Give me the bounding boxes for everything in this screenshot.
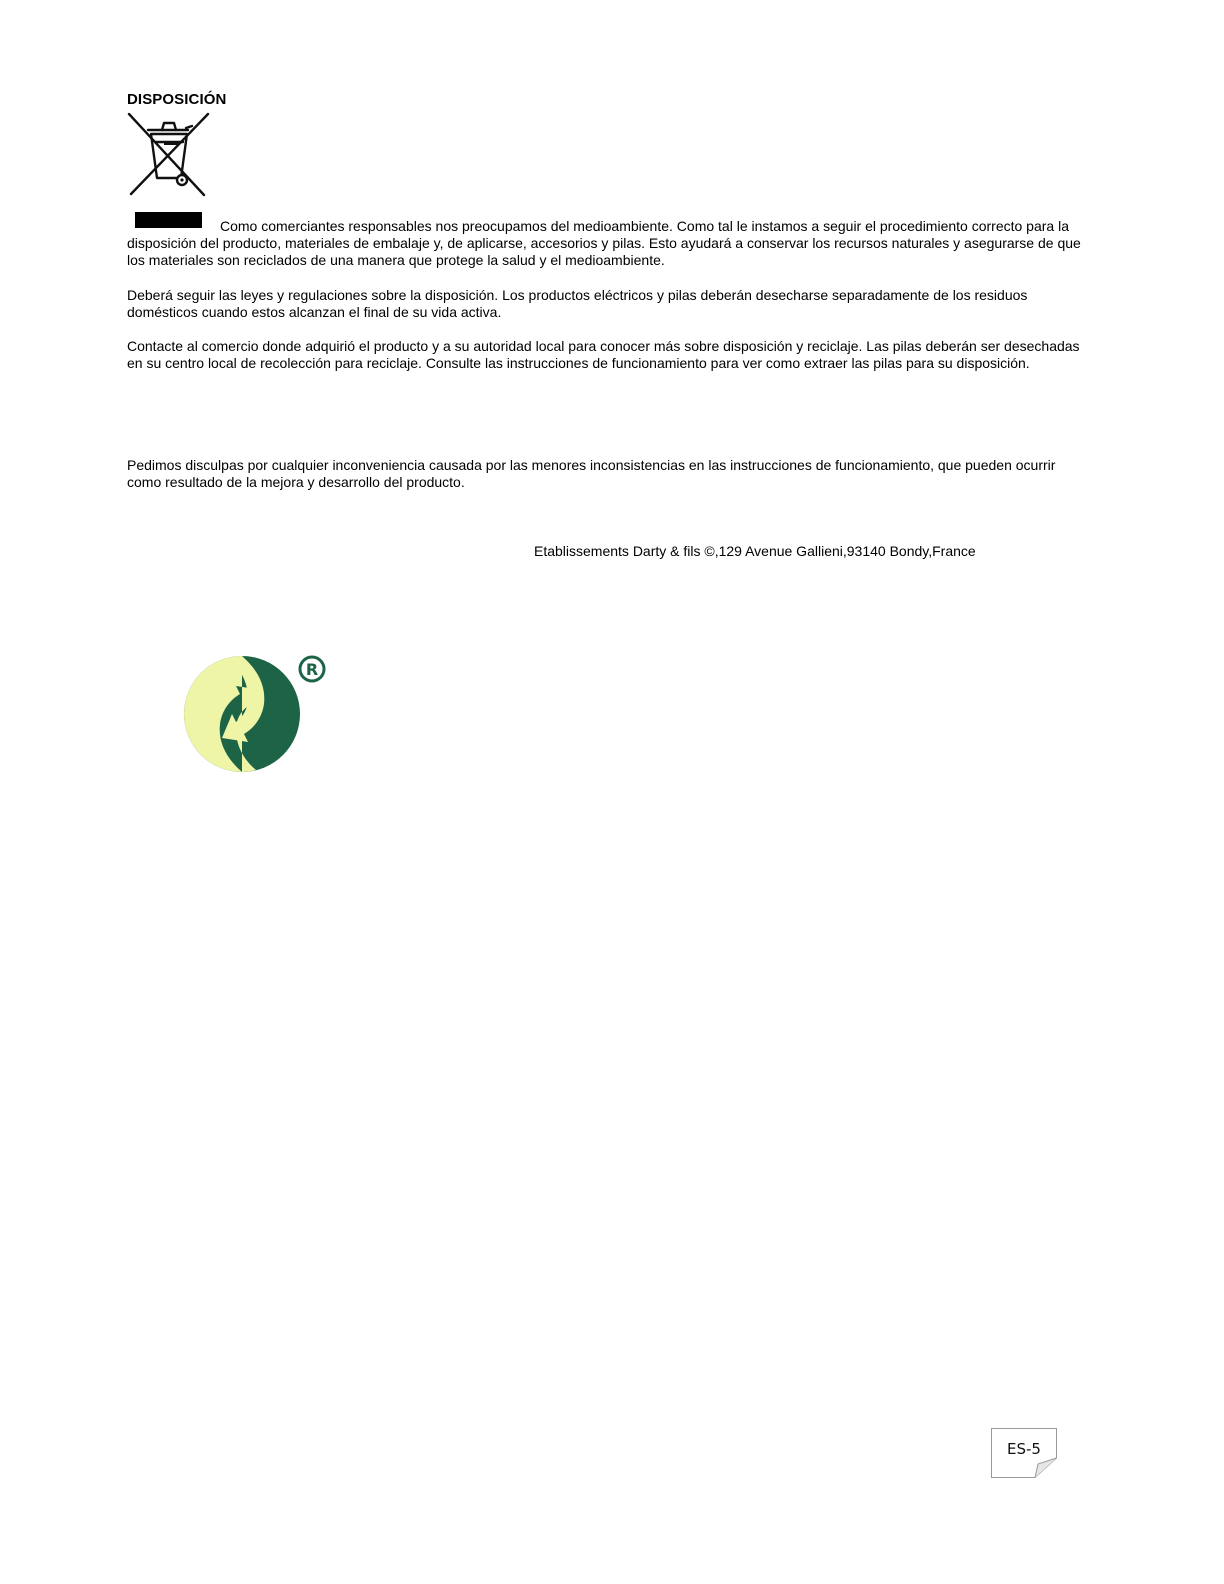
page-number: ES-5 [1007, 1440, 1041, 1458]
paragraph-contact: Contacte al comercio donde adquirió el producto y a su autoridad local para conocer más sobre disposición y reciclaje. Las pilas deberán ser desechadas en su centro local de recolección para reciclaje. Consulte las instrucciones de funcionamiento para ver como extraer las pilas para su disposición. [127, 338, 1080, 371]
section-heading: DISPOSICIÓN [127, 91, 227, 108]
paragraph-laws: Deberá seguir las leyes y regulaciones sobre la disposición. Los productos eléctricos y pilas deberán desecharse separadamente de los residuos domésticos cuando estos alcanzan el final de su vida activa. [127, 287, 1028, 320]
paragraph-environment: Como comerciantes responsables nos preocupamos del medioambiente. Como tal le instamos a seguir el procedimiento correcto para la disposición del producto, materiales de embalaje y, de aplicarse, accesorios y pilas. Esto ayudará a conservar los recursos naturales y asegurarse de que los materiales son reciclados de una manera que protege la salud y el medioambiente. [127, 218, 1081, 268]
green-dot-recycling-icon [178, 650, 333, 780]
svg-text:R: R [305, 660, 319, 679]
company-address: Etablissements Darty & fils ©,129 Avenue Gallieni,93140 Bondy,France [534, 543, 976, 559]
page-number-box [991, 1428, 1057, 1478]
crossed-out-wheelie-bin-icon [126, 112, 212, 198]
paragraph-apology: Pedimos disculpas por cualquier inconveniencia causada por las menores inconsistencias en las instrucciones de funcionamiento, que pueden ocurrir como resultado de la mejora y desarrollo del producto. [127, 457, 1056, 490]
